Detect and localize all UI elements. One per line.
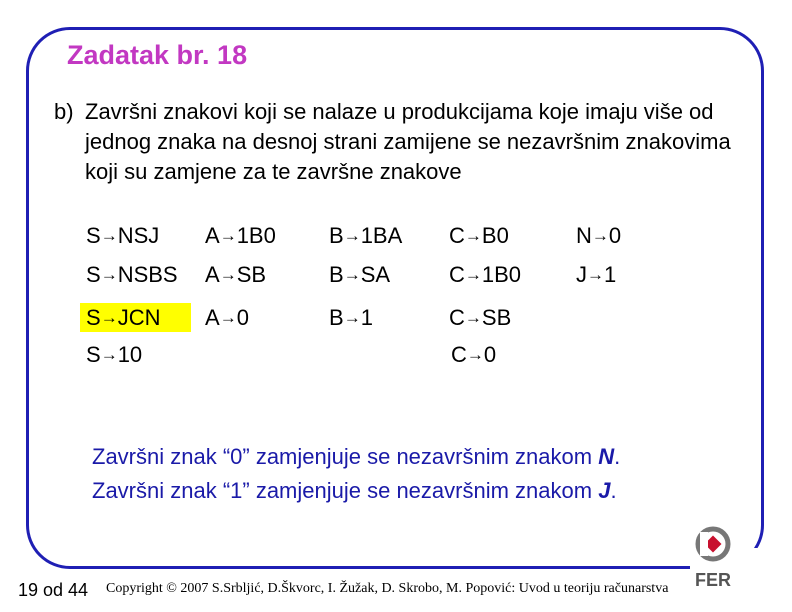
production-rule-highlighted [86,304,191,332]
production-rule: C→B0 [449,223,509,248]
production-rule: C→SB [449,305,512,330]
production-rule: B→1 [329,305,373,330]
arrow-icon: → [343,265,361,284]
nonterminal-symbol: N [598,444,615,469]
highlight-marker: S→JCN [80,303,191,332]
note-line: Završni znak “1” zamjenjuje se nezavršnim znakom J. [92,478,617,503]
rule-content: S→NSJ [86,223,160,248]
production-rule: B→1BA [329,223,403,248]
production-rule: B→SA [329,262,391,287]
slide-title: Zadatak br. 18 [67,40,248,70]
production-rule: A→0 [205,305,249,330]
arrow-icon: → [464,226,482,245]
production-rule: J→1 [576,262,617,287]
list-marker: b) [54,99,74,124]
arrow-icon: → [343,226,361,245]
arrow-icon: → [464,308,482,327]
production-rule: C→1B0 [449,262,522,287]
arrow-icon: → [219,265,237,284]
production-rule: S→NSBS [86,262,178,287]
arrow-icon: → [464,265,482,284]
arrow-icon: → [100,345,118,364]
arrow-icon: → [100,308,118,327]
production-rule [86,222,159,250]
production-rule: C→0 [451,342,497,367]
note-line: Završni znak “0” zamjenjuje se nezavršnim znakom N. [92,444,621,469]
arrow-icon: → [587,265,604,284]
intro-paragraph [54,97,754,187]
production-rule: A→1B0 [205,223,276,248]
arrow-icon: → [100,226,118,245]
logo-text: FER [695,570,731,590]
arrow-icon: → [591,226,609,245]
arrow-icon: → [343,308,361,327]
arrow-icon: → [100,265,118,284]
copyright-text: Copyright © 2007 S.Srbljić, D.Škvorc, I. Žužak, D. Skrobo, M. Popović: Uvod u teoriju računarstva [106,581,669,596]
arrow-icon: → [466,345,484,364]
intro-text: Završni znakovi koji se nalaze u produkcijama koje imaju više od jednog znaka na desnoj strani zamijene se nezavršnim znakovima koji su zamjene za te završne znakove [85,99,731,184]
arrow-icon: → [219,308,237,327]
page-number: 19 od 44 [18,580,89,600]
production-rule: S→10 [86,342,143,367]
fer-logo-icon [686,526,740,590]
production-rule: N→0 [576,223,622,248]
production-rule: A→SB [205,262,267,287]
nonterminal-symbol: J [598,478,611,503]
arrow-icon: → [219,226,237,245]
